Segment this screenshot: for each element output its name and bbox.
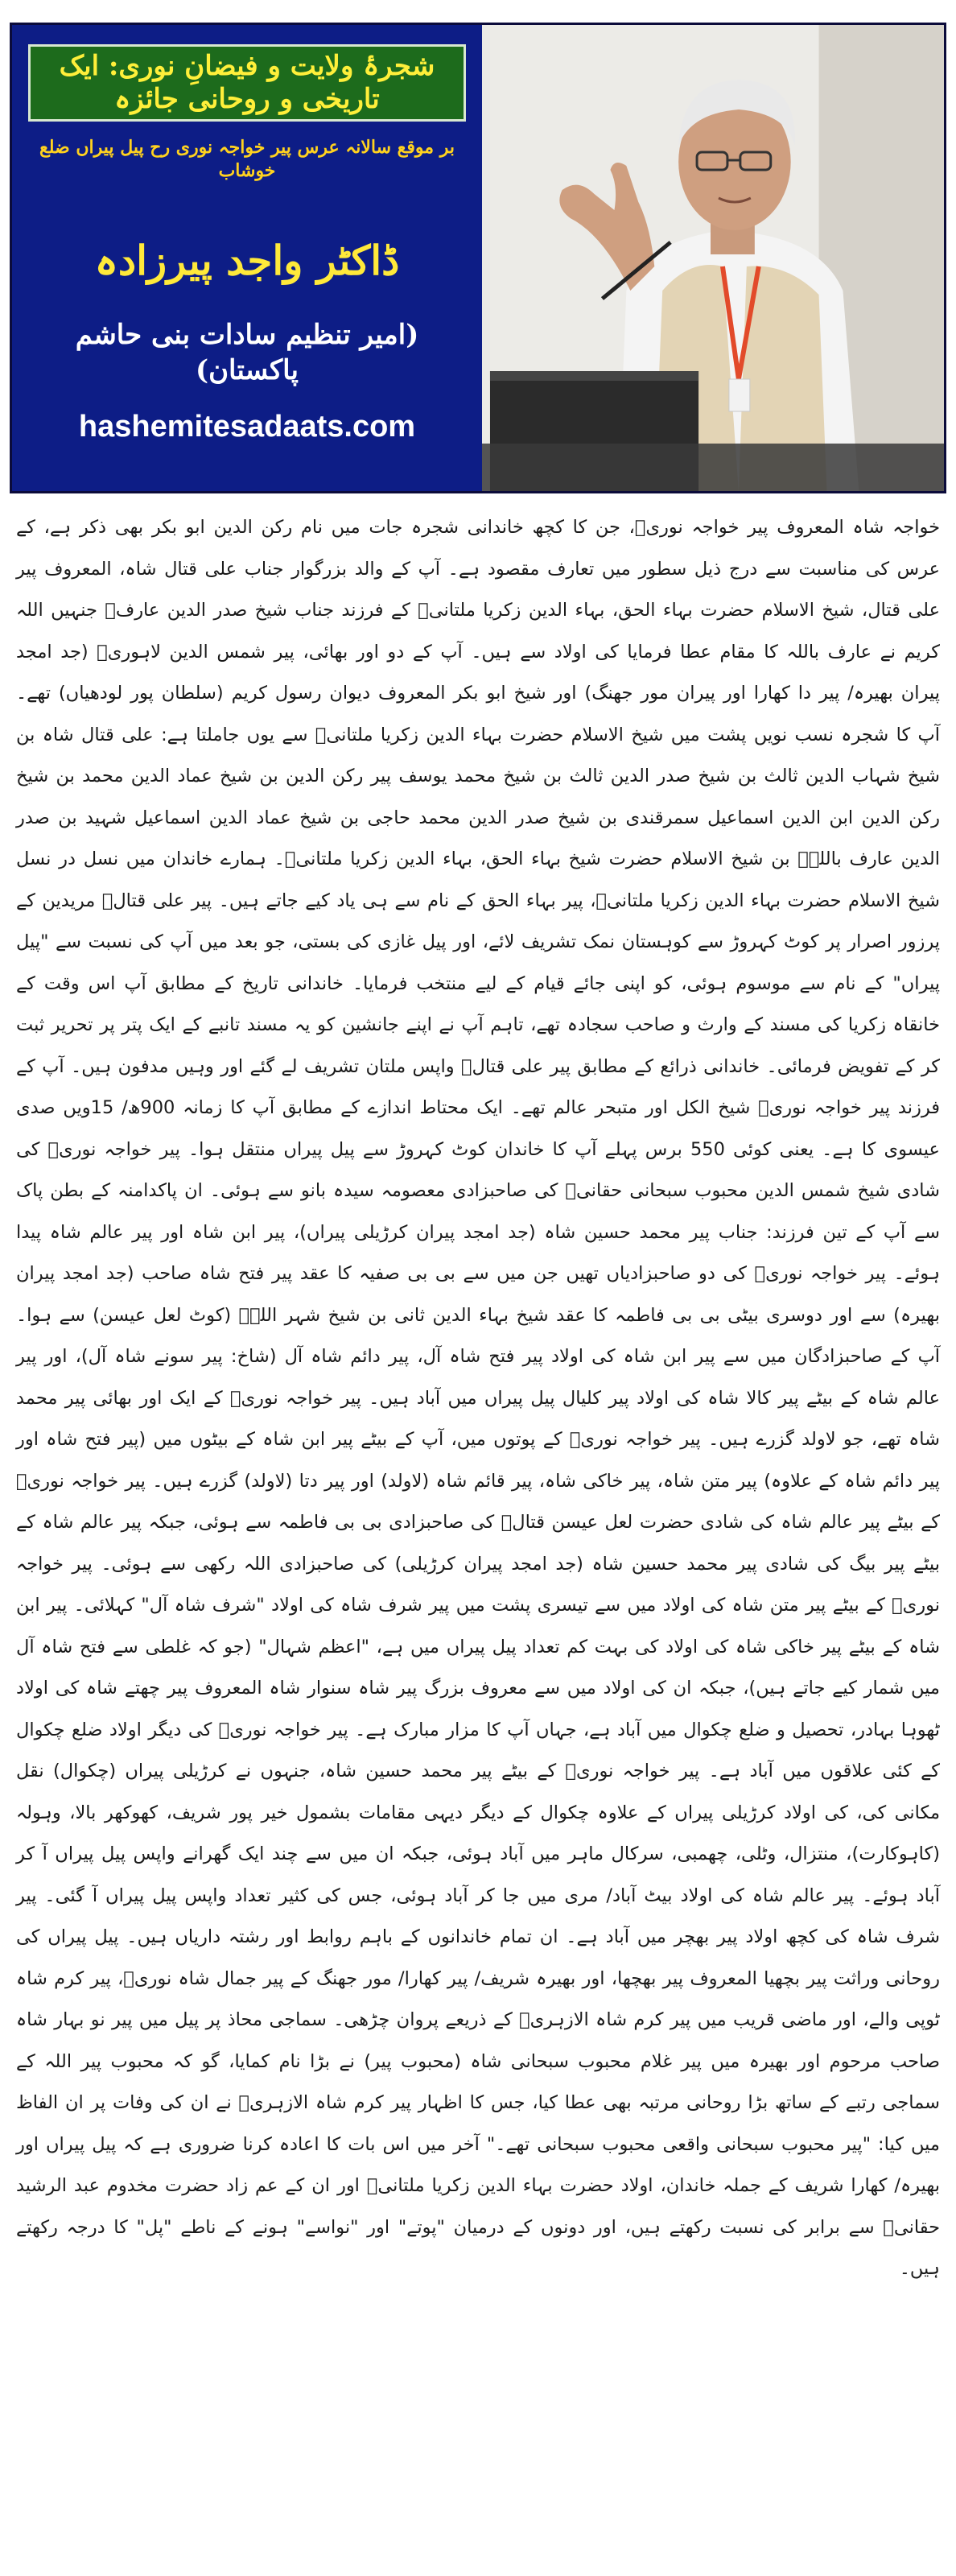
portrait-illustration <box>482 25 944 491</box>
author-designation: (امیر تنظیم سادات بنی حاشم پاکستان) <box>75 319 419 387</box>
author-portrait <box>482 25 944 491</box>
article-paragraph: خواجہ شاہ المعروف پیر خواجہ نوریؒ، جن کا کچھ خاندانی شجرہ جات میں نام رکن الدین ابو بکر بھی ذکر ہے، کے عرس کی مناسبت سے درج ذیل سطور میں تعارف مقصود ہے۔ آپ کے والد بزرگوار جناب علی قتال شاہ، المعروف پیر علی قتال، شیخ الاسلام حضرت بہاء الحق، بہاء الدین زکریا ملتانیؒ کے فرزند جناب شیخ صدر الدین عارفؒ جنہیں اللہ کریم نے عارف باللہ کا مقام عطا فرمایا کی اولاد سے ہیں۔ آپ کے دو اور بھائی، پیر شمس الدین لاہوریؒ (جد امجد پیران بھیرہ/ پیر دا کھارا اور پیران مور جھنگ) اور شیخ ابو بکر المعروف دیوان رسول کریم (سلطان پور لودھیاں) تھے۔ آپ کا شجرہ نسب نویں پشت میں شیخ الاسلام حضرت بہاء الدین زکریا ملتانیؒ سے یوں جاملتا ہے: علی قتال شاہ بن شیخ شہاب الدین ثالث بن شیخ صدر الدین ثالث بن شیخ محمد یوسف پیر رکن الدین بن شیخ عماد الدین محمد بن شیخ رکن الدین ابن الدین اسماعیل سمرقندی بن شیخ صدر الدین محمد حاجی بن شیخ عماد الدین اسماعیل شہید بن صدر الدین عارف باللہؒ بن شیخ الاسلام حضرت شیخ بہاء الحق، بہاء الدین زکریا ملتانیؒ۔ ہمارے خاندان میں نسل در نسل شیخ الاسلام حضرت بہاء الدین زکریا ملتانیؒ، پیر بہاء الحق کے نام سے ہی یاد کیے جاتے ہیں۔ پیر علی قتالؒ مریدین کے پرزور اصرار پر کوٹ کہروڑ سے کوہستان نمک تشریف لائے، اور پیل غازی کی بستی، جو بعد میں آپ کی نسبت سے "پیل پیراں" کے نام سے موسوم ہوئی، کو اپنی جائے قیام کے لیے منتخب فرمایا۔ خاندانی تاریخ کے مطابق آپ اس وقت کے خانقاہ زکریا کی مسند کے وارث و صاحب سجادہ تھے، تاہم آپ نے اپنے جانشین کو یہ مسند تانبے کے ایک پتر پر تحریر ثبت کر کے تفویض فرمائی۔ خاندانی ذرائع کے مطابق پیر علی قتالؒ واپس ملتان تشریف لے گئے اور وہیں مدفون ہیں۔ آپ کے فرزند پیر خواجہ نوریؒ شیخ الکل اور متبحر عالم تھے۔ ایک محتاط اندازے کے مطابق آپ کا زمانہ 900ھ/ 15ویں صدی عیسوی کا ہے۔ یعنی کوئی 550 برس پہلے آپ کا خاندان کوٹ کہروڑ سے پیل پیراں منتقل ہوا۔ پیر خواجہ نوریؒ کی شادی شیخ شمس الدین محبوب سبحانی حقانیؒ کی صاحبزادی معصومہ سیدہ بانو سے ہوئی۔ ان پاکدامنہ کے بطن پاک سے آپ کے تین فرزند: جناب پیر محمد حسین شاہ (جد امجد پیران کرڑیلی پیراں)، پیر ابن شاہ اور پیر عالم شاہ پیدا ہوئے۔ پیر خواجہ نوریؒ کی دو صاحبزادیاں تھیں جن میں سے بی بی صفیہ کا عقد پیر فتح شاہ صاحب (جد امجد پیران بھیرہ) سے اور دوسری بیٹی بی بی فاطمہ کا عقد شیخ بہاء الدین ثانی بن شیخ شہر اللہؒ (کوٹ لعل عیسن) سے ہوا۔ آپ کے صاحبزادگان میں سے پیر ابن شاہ کی اولاد پیر فتح شاہ آل، پیر دائم شاہ آل (شاخ: پیر سونے شاہ آل)، اور پیر عالم شاہ کے بیٹے پیر کالا شاہ کی اولاد پیر کلیال پیل پیراں میں آباد ہیں۔ پیر خواجہ نوریؒ کے ایک اور بھائی پیر محمد شاہ تھے، جو لاولد گزرے ہیں۔ پیر خواجہ نوریؒ کے پوتوں میں، آپ کے بیٹے پیر ابن شاہ کے بیٹوں میں (پیر فتح شاہ اور پیر دائم شاہ کے علاوہ) پیر متن شاہ، پیر خاکی شاہ، پیر قائم شاہ (لاولد) اور پیر دتا (لاولد) گزرے ہیں۔ پیر خواجہ نوریؒ کے بیٹے پیر عالم شاہ کی شادی حضرت لعل عیسن قتالؒ کی صاحبزادی بی بی فاطمہ سے ہوئی، جبکہ پیر عالم شاہ کے بیٹے پیر بیگ کی شادی پیر محمد حسین شاہ (جد امجد پیران کرڑیلی) کی صاحبزادی اللہ رکھی سے ہوئی۔ پیر خواجہ نوریؒ کے بیٹے پیر متن شاہ کی اولاد میں سے تیسری پشت میں پیر شرف شاہ کی اولاد "شرف شاہ آل" کہلائی۔ پیر ابن شاہ کے بیٹے پیر خاکی شاہ کی اولاد کی بہت کم تعداد پیل پیراں میں ہے، "اعظم شہال" (جو کہ غلطی سے فتح شاہ آل میں شمار کیے جاتے ہیں)، جبکہ ان کی اولاد میں سے معروف بزرگ پیر شاہ سنوار شاہ المعروف پیر چھتے شاہ کی اولاد ٹھوہا بہادر، تحصیل و ضلع چکوال میں آباد ہے، جہاں آپ کا مزار مبارک ہے۔ پیر خواجہ نوریؒ کی دیگر اولاد ضلع چکوال کے کئی علاقوں میں آباد ہے۔ پیر خواجہ نوریؒ کے بیٹے پیر محمد حسین شاہ، جنہوں نے کرڑیلی پیراں (چکوال) نقل مکانی کی، کی اولاد کرڑیلی پیراں کے علاوہ چکوال کے دیگر دیہی مقامات بشمول خیر پور شریف، کھوکھر بالا، وہولہ (کاہوکارت)، منتزال، وٹلی، چھمبی، سرکال ماہر میں آباد ہوئی، جبکہ ان میں سے چند ایک گھرانے واپس پیل پیراں آ کر آباد ہوئے۔ پیر عالم شاہ کی اولاد بیٹ آباد/ مری میں جا کر آباد ہوئی، جس کی کثیر تعداد واپس پیل پیراں آ گئی۔ پیر شرف شاہ کی کچھ اولاد پیر بھچر میں آباد ہے۔ ان تمام خاندانوں کے باہم روابط اور رشتہ داریاں ہیں۔ پیل پیراں کی روحانی وراثت پیر بچھیا المعروف پیر بھچھا، اور بھیرہ شریف/ پیر کھارا/ مور جھنگ کے پیر جمال شاہ نوریؒ، پیر کرم شاہ ٹوپی والے، اور ماضی قریب میں پیر کرم شاہ الازہریؒ کے ذریعے پروان چڑھی۔ سماجی محاذ پر پیل میں پیر نو بہار شاہ صاحب مرحوم اور بھیرہ میں پیر غلام محبوب سبحانی شاہ (محبوب پیر) نے بڑا نام کمایا، گو کہ محبوب پیر اللہ کے سماجی رتبے کے ساتھ بڑا روحانی مرتبہ بھی عطا کیا، جس کا اظہار پیر کرم شاہ الازہریؒ نے ان کی وفات پر ان الفاظ میں کیا: "پیر محبوب سبحانی واقعی محبوب سبحانی تھے۔" آخر میں اس بات کا اعادہ کرنا ضروری ہے کہ پیل پیراں اور بھیرہ/ کھارا شریف کے جملہ خاندان، اولاد حضرت بہاء الدین زکریا ملتانیؒ اور ان کے عم زاد حضرت مخدوم عبد الرشید حقانیؒ سے برابر کی نسبت رکھتے ہیں، اور دونوں کے درمیان "پوتے" اور "نواسے" ہونے کے ناطے "پل" کا درجہ رکھتے ہیں۔ <box>16 517 940 2279</box>
header-banner <box>10 23 946 493</box>
banner-text-panel <box>12 25 482 491</box>
website-url: hashemitesadaats.com <box>78 410 416 444</box>
article-subtitle: بر موقع سالانہ عرس پیر خواجہ نوری رح پیل پیراں ضلع خوشاب <box>39 137 455 181</box>
article-body <box>16 507 940 2290</box>
title-box <box>28 44 466 122</box>
author-name: ڈاکٹر واجد پیرزادہ <box>94 237 400 285</box>
article-title: شجرۂ ولایت و فیضانِ نوری: ایک تاریخی و روحانی جائزہ <box>59 50 435 115</box>
